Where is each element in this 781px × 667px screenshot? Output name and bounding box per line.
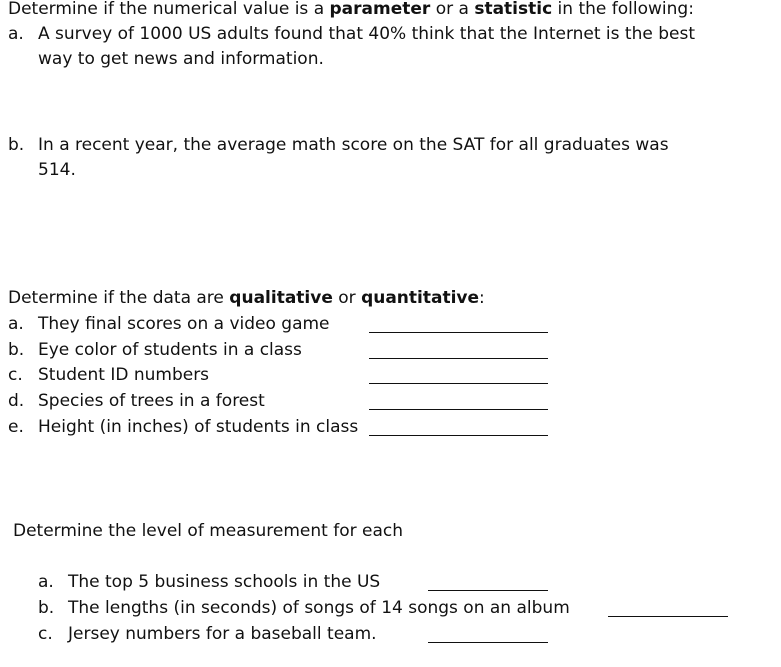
answer-blank-2c[interactable] (369, 383, 548, 384)
answer-blank-3a[interactable] (428, 590, 548, 591)
section2-prompt-mid: or (332, 288, 362, 308)
answer-blank-2d[interactable] (369, 409, 548, 410)
section2-item-d (8, 389, 265, 414)
item-text: Height (in inches) of students in class (38, 417, 359, 437)
section1-item-a-cont (38, 47, 324, 72)
section2-item-c (8, 363, 209, 388)
answer-blank-3c[interactable] (428, 642, 548, 643)
section2-prompt (8, 286, 485, 311)
item-label: e. (8, 417, 24, 437)
item-label: a. (8, 314, 24, 334)
term-qualitative: qualitative (229, 288, 333, 308)
section2-item-b (8, 338, 302, 363)
item-text: Student ID numbers (38, 365, 210, 385)
section2-prompt-pre: Determine if the data are (8, 288, 230, 308)
answer-blank-2e[interactable] (369, 435, 548, 436)
term-statistic: statistic (474, 0, 553, 19)
section2-item-a (8, 312, 330, 337)
item-label: c. (8, 365, 23, 385)
term-parameter: parameter (329, 0, 431, 19)
section2-prompt-post: : (479, 288, 485, 308)
item-label: b. (8, 340, 25, 360)
section1-item-a (8, 22, 695, 47)
section3-prompt (13, 519, 403, 544)
item-text-cont: way to get news and information. (38, 49, 324, 69)
section1-prompt (8, 0, 694, 22)
section1-item-b (8, 133, 669, 158)
item-label: c. (38, 624, 53, 644)
section1-item-b-cont (38, 158, 76, 183)
item-text: The top 5 business schools in the US (68, 572, 381, 592)
item-label: b. (8, 135, 25, 155)
item-text-cont: 514. (38, 160, 76, 180)
section1-prompt-post: in the following: (552, 0, 694, 19)
section3-prompt-text: Determine the level of measurement for each (13, 521, 403, 541)
section3-item-b (38, 596, 570, 621)
answer-blank-3b[interactable] (608, 616, 728, 617)
item-text: Eye color of students in a class (38, 340, 302, 360)
answer-blank-2a[interactable] (369, 332, 548, 333)
item-label: d. (8, 391, 25, 411)
item-text: They final scores on a video game (38, 314, 330, 334)
item-text: In a recent year, the average math score on the SAT for all graduates was (38, 135, 669, 155)
section1-prompt-mid: or a (430, 0, 475, 19)
section1-prompt-pre: Determine if the numerical value is a (8, 0, 330, 19)
item-label: b. (38, 598, 55, 618)
term-quantitative: quantitative (361, 288, 480, 308)
section3-item-c (38, 622, 377, 647)
item-text: A survey of 1000 US adults found that 40% think that the Internet is the best (38, 24, 695, 44)
item-label: a. (38, 572, 54, 592)
section3-item-a (38, 570, 380, 595)
section2-item-e (8, 415, 358, 440)
item-text: Jersey numbers for a baseball team. (68, 624, 377, 644)
item-text: Species of trees in a forest (38, 391, 265, 411)
item-text: The lengths (in seconds) of songs of 14 songs on an album (68, 598, 570, 618)
answer-blank-2b[interactable] (369, 358, 548, 359)
item-label: a. (8, 24, 24, 44)
